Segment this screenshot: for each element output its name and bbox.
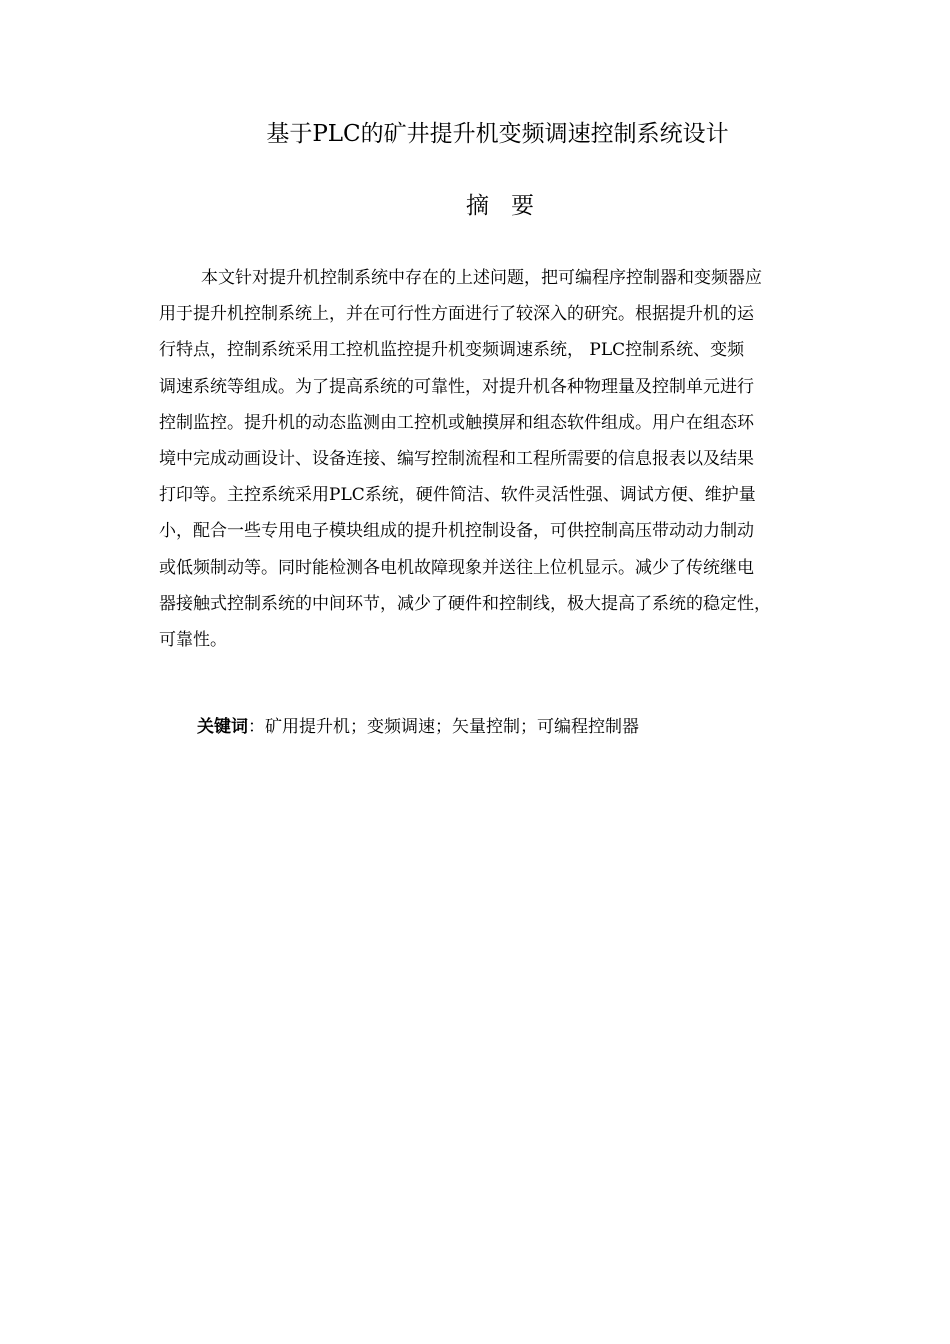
abstract-line: 调速系统等组成。为了提高系统的可靠性，对提升机各种物理量及控制单元进行 (159, 376, 754, 397)
abstract-line: 打印等。主控系统采用PLC系统，硬件简洁、软件灵活性强、调试方便、维护量 (159, 485, 756, 506)
abstract-line: 本文针对提升机控制系统中存在的上述问题，把可编程序控制器和变频器应 (201, 268, 762, 288)
keywords-text: 矿用提升机；变频调速；矢量控制；可编程控制器 (265, 717, 639, 737)
abstract-heading: 摘要 (466, 193, 556, 219)
abstract-line: 境中完成动画设计、设备连接、编写控制流程和工程所需要的信息报表以及结果 (159, 448, 754, 469)
abstract-line: 小，配合一些专用电子模块组成的提升机控制设备，可供控制高压带动动力制动 (159, 521, 754, 542)
document-title: 基于PLC的矿井提升机变频调速控制系统设计 (266, 121, 729, 147)
keywords-label: 关键词 (197, 717, 248, 737)
abstract-body (159, 260, 859, 658)
abstract-line: 或低频制动等。同时能检测各电机故障现象并送往上位机显示。减少了传统继电 (159, 557, 754, 578)
abstract-line: 可靠性。 (159, 629, 227, 650)
abstract-line: 行特点，控制系统采用工控机监控提升机变频调速系统， PLC控制系统、变频 (159, 340, 745, 361)
keywords-separator: ： (248, 717, 265, 737)
abstract-line: 器接触式控制系统的中间环节，减少了硬件和控制线，极大提高了系统的稳定性， (159, 593, 771, 614)
abstract-line: 控制监控。提升机的动态监测由工控机或触摸屏和组态软件组成。用户在组态环 (159, 412, 754, 433)
keywords (197, 711, 639, 743)
abstract-line: 用于提升机控制系统上，并在可行性方面进行了较深入的研究。根据提升机的运 (159, 304, 754, 325)
